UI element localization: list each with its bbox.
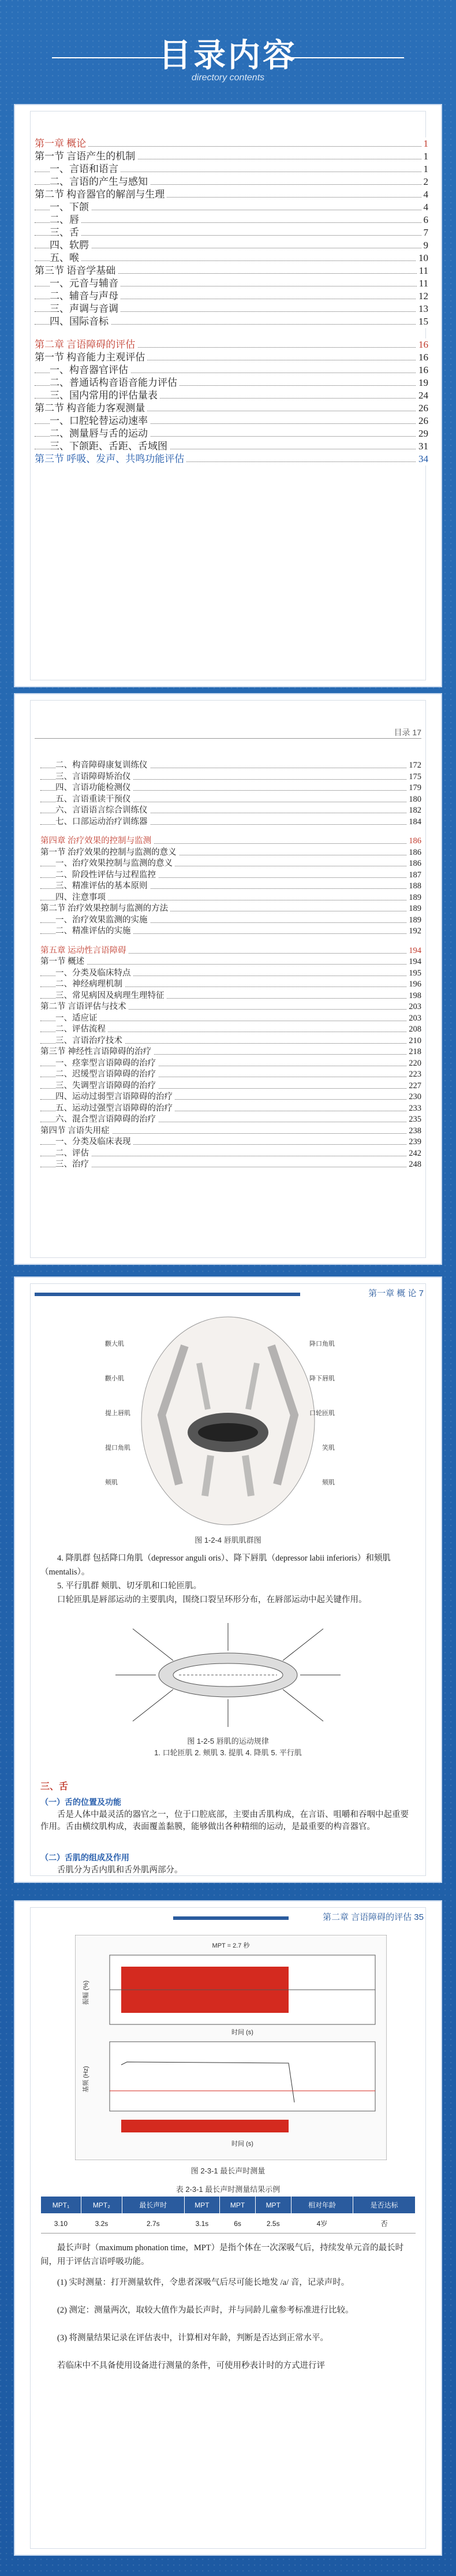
toc-entry-title: 三、声调与音调	[50, 303, 121, 314]
toc-entry-title: 二、唇	[50, 214, 81, 225]
toc-entry[interactable]	[40, 1036, 421, 1047]
toc-entry-title: 第一节 言语产生的机制	[35, 151, 137, 162]
figure-label: 颊肌	[105, 1479, 118, 1486]
toc-entry-page: 2	[421, 176, 429, 188]
toc-entry[interactable]	[40, 1013, 421, 1025]
table-header-cell: 最长声时	[122, 2197, 184, 2214]
table-header-cell: MPT₁	[41, 2197, 81, 2214]
toc-entry-title: 第五章 运动性言语障碍	[40, 946, 129, 955]
toc-entry[interactable]	[35, 201, 428, 214]
toc-entry-page: 16	[416, 351, 428, 364]
figure-caption-2: 图 1-2-5 唇肌的运动规律	[187, 1737, 269, 1745]
header-rule	[35, 738, 421, 739]
toc-entry[interactable]	[40, 858, 421, 870]
page-header: 第一章 概 论 7	[368, 1289, 424, 1298]
toc-entry[interactable]	[40, 915, 421, 926]
paragraph: 舌是人体中最灵活的器官之一，位于口腔底部，主要由舌肌构成，在言语、咀嚼和吞咽中起重要作用。舌由横纹肌构成，表面覆盖黏膜，能够做出各种精细的运动，是最重要的构音器官。	[40, 1810, 409, 1832]
toc-entry-title: 四、注意事项	[55, 893, 108, 902]
toc-entry-page: 235	[406, 1114, 421, 1126]
banner-subtitle: directory contents	[191, 73, 265, 83]
toc-entry-title: 第四节 言语失用症	[40, 1126, 112, 1136]
toc-entry[interactable]	[35, 415, 428, 427]
paragraph: 5. 平行肌群 颊肌、切牙肌和口轮匝肌。	[57, 1581, 202, 1591]
lip-movement-diagram	[110, 1617, 346, 1733]
toc-entry[interactable]	[35, 351, 428, 364]
table-header-cell: MPT	[184, 2197, 220, 2214]
toc-entry[interactable]	[40, 847, 421, 859]
table-cell: 3.10	[41, 2214, 81, 2233]
toc-entry-title: 第一节 治疗效果的控制与监测的意义	[40, 848, 179, 857]
toc-entry-page: 186	[406, 847, 421, 859]
toc-entry-page: 187	[406, 870, 421, 881]
toc-entry-title: 三、国内常用的评估量表	[50, 390, 160, 401]
toc-entry-title: 第一章 概论	[35, 138, 88, 149]
figure-label: 颏肌	[322, 1479, 335, 1486]
toc-entry[interactable]	[35, 290, 428, 303]
toc-entry[interactable]	[35, 150, 428, 163]
toc-entry-title: 一、言语和语言	[50, 163, 121, 174]
toc-entry-page: 6	[421, 214, 429, 226]
toc-entry-title: 二、言语的产生与感知	[50, 176, 150, 187]
toc-entry-title: 第二节 构音能力客观测量	[35, 403, 147, 414]
toc-entry-page: 239	[406, 1137, 421, 1148]
paragraph: 4. 降肌群 包括降口角肌（depressor anguli oris）、降下唇肌（depressor labii inferioris）和颏肌（mentalis）。	[40, 1554, 391, 1577]
toc-entry-title: 一、口腔轮替运动速率	[50, 415, 150, 426]
toc-entry[interactable]	[35, 364, 428, 377]
toc-entry-title: 一、治疗效果监测的实施	[55, 915, 150, 925]
toc-entry[interactable]	[40, 881, 421, 892]
table-header-cell: MPT	[220, 2197, 256, 2214]
toc-entry-title: 第一节 构音能力主观评估	[35, 352, 147, 363]
toc-entry-page: 10	[416, 252, 428, 265]
toc-entry[interactable]	[40, 1024, 421, 1036]
toc-entry-title: 第三节 语音学基础	[35, 265, 118, 276]
toc-entry-page: 9	[421, 239, 429, 252]
toc-entry-title: 第一节 概述	[40, 957, 87, 966]
toc-entry-page: 188	[406, 881, 421, 892]
toc-entry-page: 1	[421, 150, 429, 163]
toc-entry[interactable]	[35, 303, 428, 315]
toc-entry-title: 一、分类及临床特点	[55, 969, 133, 978]
toc-entry-title: 第二章 言语障碍的评估	[35, 339, 137, 350]
toc-entry-page: 34	[416, 453, 428, 466]
toc-entry[interactable]	[40, 1047, 421, 1058]
toc-entry[interactable]	[40, 1103, 421, 1115]
figure-label: 提口角肌	[105, 1445, 130, 1451]
toc-entry-title: 三、治疗	[55, 1160, 91, 1169]
toc-entry-title: 二、迟缓型言语障碍的治疗	[55, 1070, 158, 1079]
toc-entry-title: 三、失调型言语障碍的治疗	[55, 1081, 158, 1090]
figure-label: 降口角肌	[309, 1341, 335, 1347]
toc-entry-page: 29	[416, 427, 428, 440]
toc-entry-title: 第二节 治疗效果控制与监测的方法	[40, 904, 170, 913]
toc-entry-title: 二、评估	[55, 1149, 91, 1158]
toc-entry-page: 172	[406, 760, 421, 772]
toc-entry-title: 一、适应证	[55, 1014, 100, 1023]
toc-entry-page: 218	[406, 1047, 421, 1058]
toc-entry-page: 210	[406, 1036, 421, 1047]
toc-entry-page: 233	[406, 1103, 421, 1115]
toc-entry[interactable]	[35, 453, 428, 466]
toc-entry-page: 192	[406, 926, 421, 937]
toc-entry[interactable]	[40, 956, 421, 968]
toc-entry[interactable]	[40, 979, 421, 991]
toc-entry-page: 180	[406, 794, 421, 806]
toc-list-2	[40, 760, 421, 1171]
toc-entry-title: 四、国际音标	[50, 316, 111, 327]
toc-entry-page: 220	[406, 1058, 421, 1070]
toc-entry-title: 四、运动过弱型言语障碍的治疗	[55, 1092, 175, 1101]
toc-entry-page: 186	[406, 858, 421, 870]
table-cell: 否	[353, 2214, 416, 2233]
paragraph: (1) 实时测量：打开测量软件，令患者深吸气后尽可能长地发 /a/ 音，记录声时。	[57, 2278, 350, 2287]
toc-entry-page: 196	[406, 979, 421, 991]
toc-entry-title: 六、混合型言语障碍的治疗	[55, 1115, 158, 1124]
chart-title: MPT = 2.7 秒	[212, 1942, 250, 1949]
toc-entry-page: 184	[406, 817, 421, 828]
toc-entry-page: 15	[416, 315, 428, 328]
toc-entry-title: 第二节 言语评估与技术	[40, 1002, 129, 1011]
toc-entry[interactable]	[40, 968, 421, 980]
toc-entry-page: 248	[406, 1159, 421, 1171]
toc-entry[interactable]	[40, 1069, 421, 1081]
toc-entry-title: 三、言语治疗技术	[55, 1036, 125, 1045]
running-header: 目录 17	[394, 728, 421, 737]
toc-entry-title: 五、喉	[50, 252, 81, 263]
table-caption: 表 2-3-1 最长声时测量结果示例	[175, 2185, 281, 2194]
toc-entry[interactable]	[40, 1159, 421, 1171]
toc-entry-page: 4	[421, 188, 429, 201]
lip-muscle-figure	[104, 1311, 352, 1531]
toc-entry[interactable]	[35, 315, 428, 328]
toc-entry-page: 194	[406, 945, 421, 957]
toc-entry[interactable]	[35, 163, 428, 176]
toc-entry-page: 11	[417, 265, 428, 277]
toc-entry[interactable]	[40, 794, 421, 806]
table-header-cell: 相对年龄	[291, 2197, 353, 2214]
section-heading: 三、舌	[40, 1781, 69, 1792]
toc-entry-title: 二、普通话构音语音能力评估	[50, 377, 180, 388]
toc-entry-title: 二、辅音与声母	[50, 291, 121, 301]
toc-entry-title: 二、精准评估的实施	[55, 926, 133, 936]
table-cell: 3.1s	[184, 2214, 220, 2233]
page-header: 第二章 言语障碍的评估 35	[322, 1912, 424, 1922]
toc-entry-title: 第三节 神经性言语障碍的治疗	[40, 1047, 154, 1056]
toc-entry-page: 203	[406, 1002, 421, 1013]
toc-entry[interactable]	[35, 427, 428, 440]
toc-entry[interactable]	[35, 440, 428, 453]
toc-entry-page: 4	[421, 201, 429, 214]
toc-entry[interactable]	[40, 945, 421, 957]
toc-entry[interactable]	[40, 926, 421, 937]
toc-entry-page: 238	[406, 1126, 421, 1137]
toc-entry-title: 二、阶段性评估与过程监控	[55, 870, 158, 880]
toc-entry-title: 三、常见病因及病理生理特征	[55, 991, 167, 1000]
toc-entry[interactable]	[40, 1137, 421, 1148]
toc-entry-page: 208	[406, 1024, 421, 1036]
figure-label: 提上唇肌	[105, 1410, 130, 1417]
toc-entry-page: 230	[406, 1092, 421, 1103]
header-bar	[173, 1916, 289, 1920]
toc-entry-title: 五、运动过强型言语障碍的治疗	[55, 1104, 175, 1113]
y-axis-label-2: 基频 (Hz)	[83, 2066, 89, 2093]
toc-entry-title: 第四章 治疗效果的控制与监测	[40, 836, 154, 846]
paragraph: (3) 将测量结果记录在评估表中，计算相对年龄，判断是否达到正常水平。	[57, 2333, 329, 2343]
y-axis-label-1: 振幅 (%)	[83, 1980, 89, 2005]
toc-entry[interactable]	[40, 903, 421, 915]
paragraph: (2) 测定：测量两次，取较大值作为最长声时，并与同龄儿童参考标准进行比较。	[57, 2306, 354, 2315]
toc-entry-page: 26	[416, 415, 428, 427]
toc-entry-title: 二、测量唇与舌的运动	[50, 428, 150, 439]
figure-label: 口轮匝肌	[309, 1410, 335, 1417]
figure-label: 颧大肌	[105, 1341, 124, 1347]
toc-entry[interactable]	[35, 265, 428, 277]
toc-entry-page: 13	[416, 303, 428, 315]
banner-title: 目录内容	[159, 37, 297, 75]
toc-entry[interactable]	[40, 1126, 421, 1137]
toc-entry-page: 16	[416, 338, 428, 351]
table-header-cell: 是否达标	[353, 2197, 416, 2214]
toc-entry-title: 三、下颌距、舌距、舌域图	[50, 441, 170, 452]
figure-label: 笑肌	[322, 1445, 335, 1451]
toc-entry-page: 227	[406, 1081, 421, 1092]
toc-entry[interactable]	[35, 389, 428, 402]
toc-entry-page: 189	[406, 915, 421, 926]
toc-entry-title: 七、口部运动治疗训练器	[55, 817, 150, 827]
toc-entry[interactable]	[35, 277, 428, 290]
toc-entry-page: 12	[416, 290, 428, 303]
toc-entry-title: 三、言语障碍矫治仪	[55, 772, 133, 781]
toc-entry[interactable]	[40, 817, 421, 828]
toc-entry[interactable]	[35, 176, 428, 188]
toc-entry-page: 7	[421, 226, 429, 239]
toc-entry-page: 31	[416, 440, 428, 453]
toc-entry-page: 1	[421, 163, 429, 176]
toc-entry-title: 五、言语重读干预仪	[55, 795, 133, 804]
toc-entry-title: 第三节 呼吸、发声、共鸣功能评估	[35, 453, 186, 464]
toc-entry[interactable]	[35, 239, 428, 252]
banner	[0, 0, 456, 98]
table-cell: 3.2s	[81, 2214, 122, 2233]
toc-entry-page: 182	[406, 805, 421, 817]
toc-entry-title: 四、言语功能检测仪	[55, 783, 133, 792]
toc-entry-page: 24	[416, 389, 428, 402]
paragraph: 最长声时（maximum phonation time，MPT）是指个体在一次深吸气后，持续发单元音的最长时间，用于评估言语呼吸功能。	[40, 2243, 404, 2266]
toc-entry[interactable]	[40, 892, 421, 904]
paragraph: 口轮匝肌是唇部运动的主要肌肉，围绕口裂呈环形分布，在唇部运动中起关键作用。	[57, 1595, 367, 1605]
toc-entry-page: 242	[406, 1148, 421, 1160]
toc-entry[interactable]	[40, 805, 421, 817]
toc-entry[interactable]	[35, 252, 428, 265]
toc-entry-title: 一、元音与辅音	[50, 278, 121, 289]
x-axis-label: 时间 (s)	[231, 2141, 253, 2147]
toc-entry[interactable]	[35, 188, 428, 201]
toc-entry-title: 一、治疗效果控制与监测的意义	[55, 859, 175, 868]
toc-entry-title: 第二节 构音器官的解剖与生理	[35, 189, 167, 200]
toc-entry[interactable]	[40, 991, 421, 1002]
toc-entry-title: 三、精准评估的基本原则	[55, 881, 150, 891]
toc-entry-page: 189	[406, 892, 421, 904]
figure-label: 颧小肌	[105, 1375, 124, 1382]
x-axis-label: 时间 (s)	[231, 2029, 253, 2036]
toc-entry[interactable]	[40, 1058, 421, 1070]
toc-entry-page: 186	[406, 836, 421, 847]
subsection-heading: （二）舌肌的组成及作用	[40, 1853, 129, 1863]
toc-entry[interactable]	[40, 870, 421, 881]
toc-entry-page: 175	[406, 772, 421, 783]
toc-entry[interactable]	[40, 1092, 421, 1103]
toc-entry-page: 189	[406, 903, 421, 915]
toc-entry-page: 26	[416, 402, 428, 415]
toc-entry-title: 一、痉挛型言语障碍的治疗	[55, 1059, 158, 1068]
toc-entry[interactable]	[40, 783, 421, 794]
table-cell: 6s	[220, 2214, 256, 2233]
table-cell: 2.5s	[255, 2214, 291, 2233]
toc-entry[interactable]	[35, 137, 428, 150]
toc-entry[interactable]	[35, 214, 428, 226]
table-header-cell: MPT₂	[81, 2197, 122, 2214]
toc-entry-page: 203	[406, 1013, 421, 1025]
toc-entry[interactable]	[40, 760, 421, 772]
toc-entry[interactable]	[40, 836, 421, 847]
paragraph: 舌肌分为舌内肌和舌外肌两部分。	[57, 1866, 183, 1875]
toc-entry-page: 19	[416, 377, 428, 389]
toc-entry[interactable]	[40, 1114, 421, 1126]
figure-caption: 图 2-3-1 最长声时测量	[190, 2166, 266, 2175]
toc-entry-title: 二、评估流程	[55, 1025, 108, 1034]
toc-entry-title: 一、分类及临床表现	[55, 1137, 133, 1146]
toc-entry-title: 二、构音障碍康复训练仪	[55, 761, 150, 770]
toc-entry[interactable]	[40, 1148, 421, 1160]
toc-entry-page: 1	[421, 137, 429, 150]
mpt-table	[40, 2196, 416, 2233]
figure-caption-1: 图 1-2-4 唇肌肌群图	[195, 1536, 261, 1544]
toc-entry-title: 三、舌	[50, 227, 81, 238]
header-bar	[35, 1293, 300, 1296]
toc-entry-title: 四、软腭	[50, 240, 91, 251]
toc-list-1	[35, 127, 428, 466]
toc-entry-page: 16	[416, 364, 428, 377]
toc-entry-page: 194	[406, 956, 421, 968]
toc-entry[interactable]	[35, 377, 428, 389]
toc-entry-title: 一、构音器官评估	[50, 364, 130, 375]
paragraph: 若临床中不具备使用设备进行测量的条件，可使用秒表计时的方式进行评	[57, 2361, 325, 2370]
toc-entry-page: 223	[406, 1069, 421, 1081]
toc-entry-title: 一、下颌	[50, 202, 91, 213]
table-cell: 2.7s	[122, 2214, 184, 2233]
toc-entry[interactable]	[35, 226, 428, 239]
toc-entry-page: 198	[406, 991, 421, 1002]
toc-entry[interactable]	[40, 1081, 421, 1092]
toc-entry[interactable]	[35, 402, 428, 415]
figure-label: 降下唇肌	[309, 1375, 335, 1382]
subsection-heading: （一）舌的位置及功能	[40, 1798, 121, 1807]
toc-entry[interactable]	[40, 1002, 421, 1013]
toc-entry[interactable]	[40, 772, 421, 783]
toc-entry[interactable]	[35, 338, 428, 351]
toc-entry-page: 11	[417, 277, 428, 290]
figure-legend: 1. 口轮匝肌 2. 颊肌 3. 提肌 4. 降肌 5. 平行肌	[154, 1748, 302, 1757]
toc-entry-page: 195	[406, 968, 421, 980]
toc-entry-title: 六、言语语言综合训练仪	[55, 806, 150, 815]
table-header-cell: MPT	[255, 2197, 291, 2214]
mpt-chart	[75, 1935, 387, 2160]
toc-entry-page: 179	[406, 783, 421, 794]
toc-entry-title: 二、神经病理机制	[55, 980, 125, 989]
table-cell: 4岁	[291, 2214, 353, 2233]
